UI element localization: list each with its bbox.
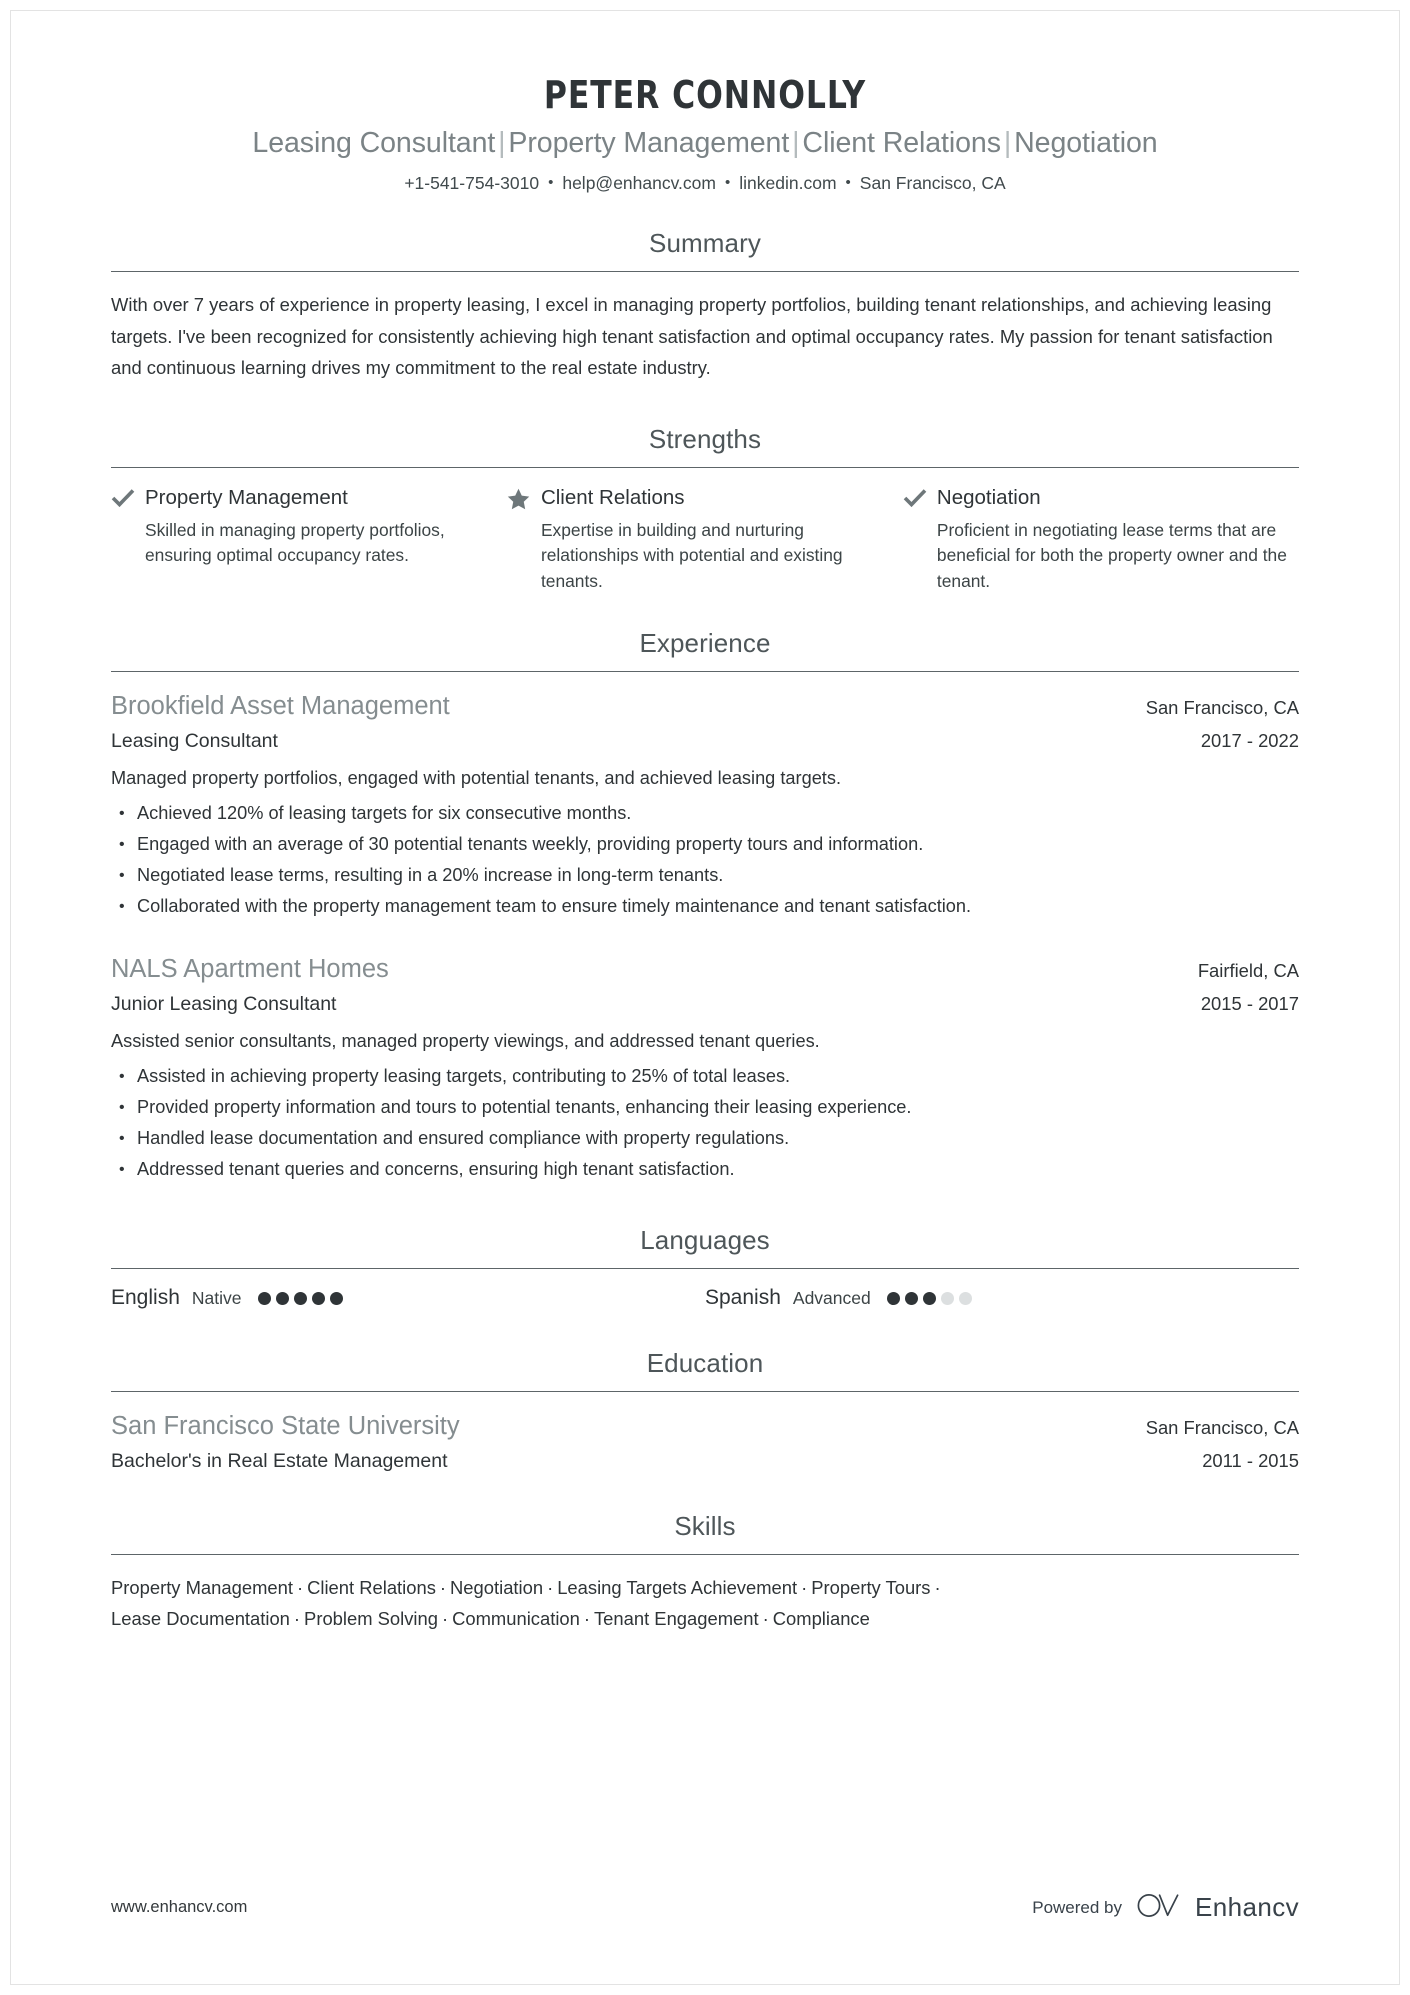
experience-organization: NALS Apartment Homes	[111, 955, 389, 983]
skill-separator: ·	[296, 1577, 304, 1598]
skill-tag: Problem Solving	[304, 1608, 438, 1629]
language-item	[111, 1286, 705, 1310]
headline-separator: |	[1003, 127, 1012, 159]
experience-bullets	[111, 1061, 1299, 1185]
enhancv-brand	[1136, 1891, 1299, 1924]
candidate-headline	[120, 127, 1290, 160]
headline-part-0: Leasing Consultant	[252, 127, 496, 159]
bullet-text: Negotiated lease terms, resulting in a 20% increase in long-term tenants.	[137, 865, 724, 885]
section-languages	[111, 1225, 1299, 1310]
section-title-experience: Experience	[639, 628, 771, 658]
section-title-skills: Skills	[674, 1511, 736, 1541]
experience-role: Junior Leasing Consultant	[111, 993, 337, 1015]
skills-line	[111, 1603, 1299, 1634]
bullet-icon: •	[119, 1161, 125, 1178]
proficiency-dot-filled	[905, 1292, 918, 1305]
proficiency-dot-filled	[887, 1292, 900, 1305]
education-school: San Francisco State University	[111, 1412, 460, 1440]
experience-bullet	[111, 860, 1299, 891]
contact-bullet-icon: •	[724, 174, 731, 191]
experience-entry-subheader	[111, 727, 1299, 755]
skill-separator: ·	[762, 1608, 769, 1629]
strength-content	[541, 485, 867, 595]
proficiency-dot-filled	[923, 1292, 936, 1305]
experience-bullet	[111, 1123, 1299, 1154]
headline-part-3: Negotiation	[1014, 127, 1158, 159]
skill-separator: ·	[439, 1577, 447, 1598]
section-skills	[111, 1511, 1299, 1634]
section-summary	[111, 228, 1299, 384]
experience-entry-subheader	[111, 990, 1299, 1018]
skill-separator: ·	[441, 1608, 449, 1629]
headline-separator: |	[498, 127, 506, 159]
page-footer	[111, 1891, 1299, 1924]
bullet-icon: •	[119, 867, 125, 884]
experience-entry	[111, 952, 1299, 1185]
experience-entry-header	[111, 689, 1299, 725]
proficiency-dot-empty	[941, 1292, 954, 1305]
language-level: Native	[191, 1287, 242, 1308]
experience-bullets	[111, 798, 1299, 922]
strength-description: Skilled in managing property portfolios, ensuring optimal occupancy rates.	[145, 519, 445, 565]
bullet-icon: •	[119, 1130, 125, 1147]
bullet-text: Collaborated with the property management team to ensure timely maintenance and tenant satisfaction.	[137, 896, 972, 916]
resume-content	[111, 11, 1299, 1634]
section-strengths	[111, 424, 1299, 595]
skill-separator: ·	[583, 1608, 590, 1629]
contact-location: San Francisco, CA	[859, 173, 1006, 193]
languages-list	[111, 1286, 1299, 1310]
education-body	[111, 1392, 1299, 1475]
bullet-text: Addressed tenant queries and concerns, ensuring high tenant satisfaction.	[137, 1159, 735, 1179]
headline-separator: |	[792, 127, 800, 159]
experience-entry	[111, 689, 1299, 922]
education-location: San Francisco, CA	[1145, 1417, 1299, 1438]
section-education	[111, 1348, 1299, 1475]
language-proficiency-dots	[258, 1292, 343, 1305]
experience-role: Leasing Consultant	[111, 730, 278, 752]
skill-tag: Property Management	[111, 1577, 293, 1598]
experience-bullet	[111, 798, 1299, 829]
proficiency-dot-empty	[959, 1292, 972, 1305]
skill-separator: ·	[934, 1577, 941, 1598]
experience-description: Assisted senior consultants, managed property viewings, and addressed tenant queries.	[111, 1031, 820, 1051]
resume-header	[111, 11, 1299, 194]
proficiency-dot-filled	[330, 1292, 343, 1305]
skill-tag: Tenant Engagement	[593, 1608, 759, 1629]
experience-description: Managed property portfolios, engaged with potential tenants, and achieved leasing targets.	[111, 768, 842, 788]
contact-linkedin[interactable]: linkedin.com	[739, 173, 837, 193]
strength-description: Expertise in building and nurturing relationships with potential and existing tenants.	[540, 519, 843, 591]
bullet-icon: •	[119, 836, 125, 853]
bullet-text: Engaged with an average of 30 potential tenants weekly, providing property tours and information.	[137, 834, 924, 854]
experience-organization: Brookfield Asset Management	[111, 692, 450, 720]
headline-part-2: Client Relations	[802, 127, 1001, 159]
bullet-icon: •	[119, 805, 125, 822]
proficiency-dot-filled	[258, 1292, 271, 1305]
contact-email[interactable]: help@enhancv.com	[562, 173, 716, 193]
contact-bullet-icon: •	[845, 174, 851, 191]
contact-phone: +1-541-754-3010	[404, 173, 540, 193]
section-experience	[111, 628, 1299, 1185]
proficiency-dot-filled	[294, 1292, 307, 1305]
star-icon	[507, 485, 541, 510]
skills-body	[111, 1555, 1299, 1634]
experience-dates: 2017 - 2022	[1200, 730, 1299, 751]
education-entry-subheader	[111, 1447, 1299, 1475]
skill-tag: Property Tours	[811, 1577, 931, 1598]
section-title-summary: Summary	[649, 228, 761, 258]
experience-location: San Francisco, CA	[1145, 697, 1299, 718]
skill-tag: Leasing Targets Achievement	[557, 1577, 798, 1598]
education-degree: Bachelor's in Real Estate Management	[111, 1450, 448, 1472]
experience-bullet	[111, 891, 1299, 922]
headline-part-1: Property Management	[508, 127, 790, 159]
check-icon	[903, 485, 937, 508]
languages-body	[111, 1269, 1299, 1310]
strength-content	[145, 485, 471, 569]
bullet-text: Achieved 120% of leasing targets for six consecutive months.	[137, 803, 632, 823]
language-item	[705, 1286, 1299, 1310]
experience-bullet	[111, 829, 1299, 860]
section-title-strengths: Strengths	[648, 423, 762, 454]
section-title-education: Education	[646, 1348, 764, 1378]
skill-separator: ·	[293, 1608, 301, 1629]
resume-page	[10, 10, 1400, 1985]
experience-location: Fairfield, CA	[1197, 960, 1299, 981]
experience-dates: 2015 - 2017	[1200, 993, 1299, 1014]
summary-body	[111, 272, 1299, 384]
candidate-name: PETER CONNOLLY	[543, 73, 867, 117]
check-icon	[111, 485, 145, 508]
strengths-list	[111, 485, 1299, 595]
skill-tag: Communication	[452, 1608, 580, 1629]
experience-entry-header	[111, 952, 1299, 988]
strength-item	[507, 485, 903, 595]
powered-by-label: Powered by	[1032, 1897, 1123, 1917]
education-entry-header	[111, 1409, 1299, 1445]
skill-tag: Client Relations	[307, 1577, 436, 1598]
footer-website-url[interactable]: www.enhancv.com	[111, 1898, 248, 1916]
experience-bullet	[111, 1061, 1299, 1092]
experience-bullet	[111, 1092, 1299, 1123]
bullet-icon: •	[119, 1099, 125, 1116]
language-proficiency-dots	[887, 1292, 972, 1305]
skill-separator: ·	[801, 1577, 808, 1598]
strength-title: Property Management	[145, 485, 348, 509]
proficiency-dot-filled	[276, 1292, 289, 1305]
language-name: English	[111, 1286, 180, 1309]
experience-bullet	[111, 1154, 1299, 1185]
skill-tag: Lease Documentation	[111, 1608, 290, 1629]
bullet-text: Assisted in achieving property leasing targets, contributing to 25% of total leases.	[137, 1066, 791, 1086]
skill-tag: Negotiation	[450, 1577, 544, 1598]
strength-description: Proficient in negotiating lease terms that are beneficial for both the property owner and the tenant.	[936, 519, 1287, 591]
education-entry	[111, 1409, 1299, 1475]
bullet-icon: •	[119, 1068, 125, 1085]
strengths-body	[111, 468, 1299, 595]
strength-item	[111, 485, 507, 595]
footer-branding	[1032, 1891, 1299, 1924]
language-name: Spanish	[705, 1286, 781, 1309]
skill-separator: ·	[547, 1577, 554, 1598]
proficiency-dot-filled	[312, 1292, 325, 1305]
contact-line	[111, 173, 1299, 194]
bullet-icon: •	[119, 898, 125, 915]
language-level: Advanced	[792, 1287, 871, 1308]
bullet-text: Handled lease documentation and ensured compliance with property regulations.	[137, 1128, 790, 1148]
enhancv-logo-icon	[1136, 1891, 1184, 1924]
bullet-text: Provided property information and tours to potential tenants, enhancing their leasing experience.	[137, 1097, 912, 1117]
section-title-languages: Languages	[640, 1225, 770, 1255]
contact-bullet-icon: •	[548, 174, 554, 191]
strength-item	[903, 485, 1299, 595]
strength-title: Client Relations	[540, 485, 685, 509]
strength-content	[937, 485, 1299, 595]
education-dates: 2011 - 2015	[1202, 1450, 1299, 1471]
summary-text: With over 7 years of experience in property leasing, I excel in managing property portfolios, building tenant relationships, and achieving leasing targets. I've been recognized for consistently achieving high tenant satisfaction and optimal occupancy rates. My passion for tenant satisfaction and continuous learning drives my commitment to the real estate industry.	[111, 294, 1273, 378]
strength-title: Negotiation	[936, 485, 1041, 509]
enhancv-wordmark: Enhancv	[1195, 1892, 1299, 1922]
skill-tag: Compliance	[772, 1608, 870, 1629]
skills-line	[111, 1572, 1299, 1603]
experience-body	[111, 672, 1299, 1185]
